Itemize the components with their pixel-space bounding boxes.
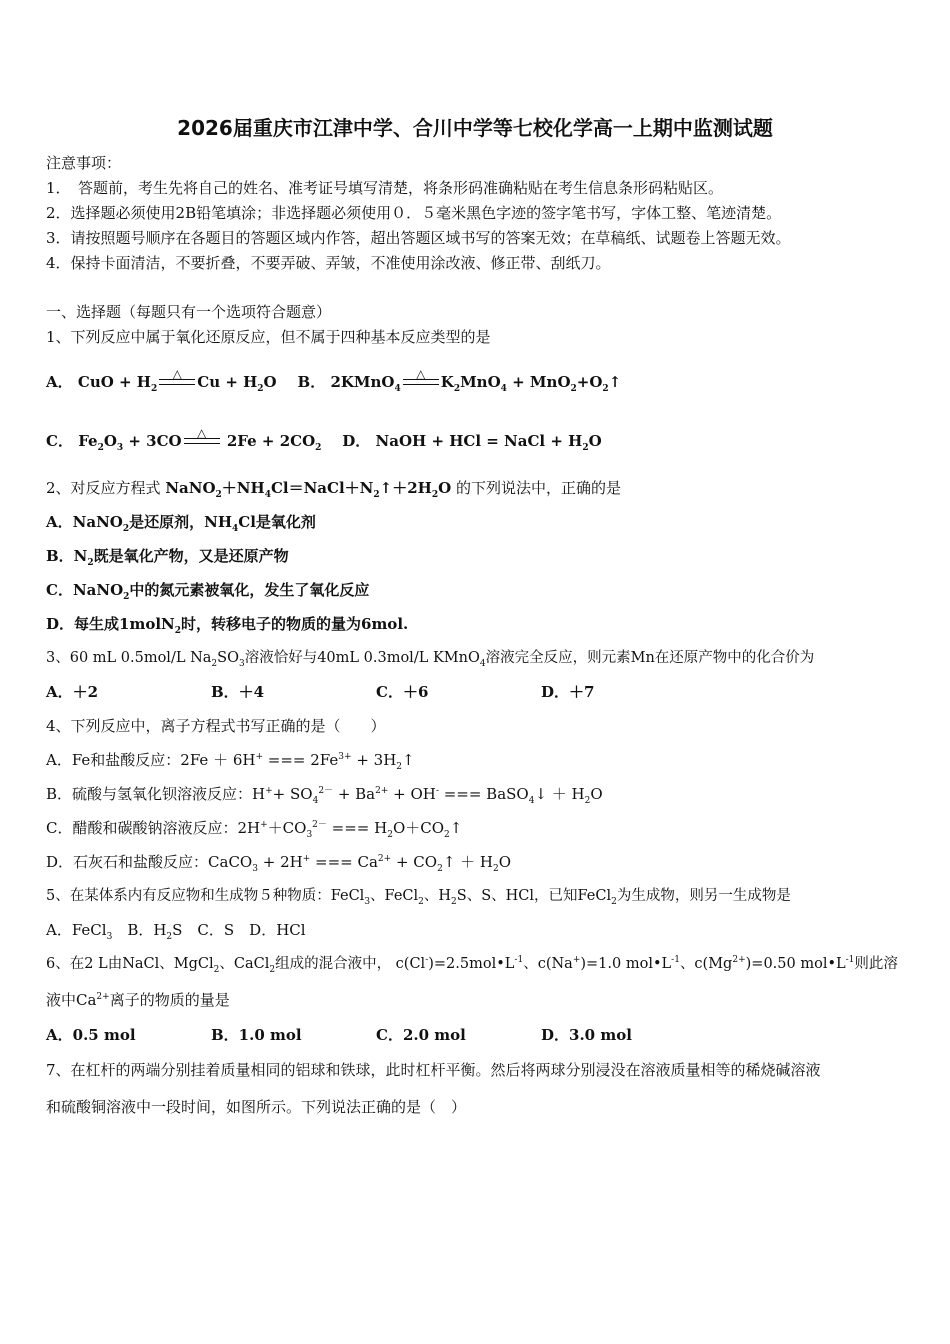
question-5-options: A．FeCl$_3$ B．$H_2S$ C．S D．HCl bbox=[46, 921, 306, 942]
question-7-stem-line2: 和硫酸铜溶液中一段时间，如图所示。下列说法正确的是（ ） bbox=[46, 1098, 467, 1116]
question-4-stem: 4、下列反应中，离子方程式书写正确的是（ ） bbox=[46, 717, 386, 735]
question-3-options: A．＋2 B．＋4 C．＋6 D．＋7 bbox=[46, 683, 595, 701]
question-7-stem: 7、在杠杆的两端分别挂着质量相同的铝球和铁球，此时杠杆平衡。然后将两球分别浸没在溶液质量相等的稀烧碱溶液 bbox=[46, 1061, 821, 1079]
heat-condition-icon: △ bbox=[159, 376, 195, 390]
notice-item: 1． 答题前，考生先将自己的姓名、准考证号填写清楚，将条形码准确粘贴在考生信息条形码粘贴区。 bbox=[46, 179, 724, 197]
notice-item: 3．请按照题号顺序在各题目的答题区域内作答，超出答题区域书写的答案无效；在草稿纸、试题卷上答题无效。 bbox=[46, 229, 791, 247]
heat-condition-icon: △ bbox=[403, 376, 439, 390]
question-5-stem: 5、在某体系内有反应物和生成物５种物质：FeCl$_3$、FeCl$_2$、$H_2S$、S、HCl，已知FeCl$_2$为生成物，则另一生成物是 bbox=[46, 888, 791, 907]
page-title: 2026届重庆市江津中学、合川中学等七校化学高一上期中监测试题 bbox=[177, 116, 773, 140]
question-6-stem-line2: 液中$Ca^{2+}$离子的物质的量是 bbox=[46, 991, 230, 1009]
question-2-option-a: A．NaNO$_2$是还原剂，$NH_4Cl$是氧化剂 bbox=[46, 513, 316, 534]
question-2-option-d: D．每生成1molN$_2$时，转移电子的物质的量为6mol. bbox=[46, 615, 409, 636]
notice-item: 4．保持卡面清洁，不要折叠，不要弄破、弄皱，不准使用涂改液、修正带、刮纸刀。 bbox=[46, 254, 611, 272]
question-4-option-a: A．Fe和盐酸反应：2Fe ＋ 6H+ === $2Fe^{3+}$ + $3H_2↑$ bbox=[46, 751, 415, 772]
section-heading: 一、选择题（每题只有一个选项符合题意） bbox=[46, 303, 332, 321]
question-4-option-c: C．醋酸和碳酸钠溶液反应：$2H^++CO_3^{2-}$ === $H_2O+CO_2↑$ bbox=[46, 819, 463, 840]
question-6-stem: 6、在2 L由NaCl、MgCl$_2$、CaCl$_2$组成的混合液中， $c(Cl^-)=2.5mol•L^{-1}$、c(Na+)=1.0 $mol•L^{-1}$、$c(Mg^{2+})=0.50$ $mol•L^{-1}$则此溶 bbox=[46, 955, 898, 975]
question-1-options-ab: A． CuO + $H_2$ △ $Cu + H_2O$ B． 2KMnO$_4$ △ $K_2MnO_4$ + $MnO_2+O_2↑$ bbox=[46, 367, 622, 394]
question-2-option-b: B．$N_2$既是氧化产物，又是还原产物 bbox=[46, 547, 289, 568]
question-6-options: A．0.5 mol B．1.0 mol C．2.0 mol D．3.0 mol bbox=[46, 1026, 632, 1044]
notice-item: 2．选择题必须使用2B铅笔填涂；非选择题必须使用０．５毫米黑色字迹的签字笔书写，字体工整、笔迹清楚。 bbox=[46, 204, 782, 222]
notice-heading: 注意事项： bbox=[46, 154, 122, 172]
heat-condition-icon: △ bbox=[184, 435, 220, 449]
question-1-stem: 1、下列反应中属于氧化还原反应，但不属于四种基本反应类型的是 bbox=[46, 328, 491, 346]
question-2-stem: 2、对反应方程式 $NaNO_2+NH_4Cl=NaCl+N_2↑+2H_2O$ 的下列说法中，正确的是 bbox=[46, 479, 621, 500]
question-4-option-b: B．硫酸与氢氧化钡溶液反应：$H^++ SO_4^{2-} + Ba^{2+} + OH^-$ === BaSO$_4$↓ ＋ $H_2O$ bbox=[46, 785, 603, 806]
question-2-option-c: C．NaNO$_2$中的氮元素被氧化，发生了氧化反应 bbox=[46, 581, 370, 602]
question-4-option-d: D．石灰石和盐酸反应：CaCO$_3$ + 2H+ === $Ca^{2+}$ + $CO_2↑ + H_2O$ bbox=[46, 853, 512, 874]
question-3-stem: 3、60 mL 0.5mol/L $Na_2SO_3$溶液恰好与40mL 0.3mol/L KMnO$_4$溶液完全反应，则元素Mn在还原产物中的化合价为 bbox=[46, 650, 815, 669]
question-1-options-cd: C． $Fe_2O_3 + 3CO$ △ $2Fe + 2CO_2$ D． NaOH + HCl = NaCl + $H_2O$ bbox=[46, 426, 602, 453]
